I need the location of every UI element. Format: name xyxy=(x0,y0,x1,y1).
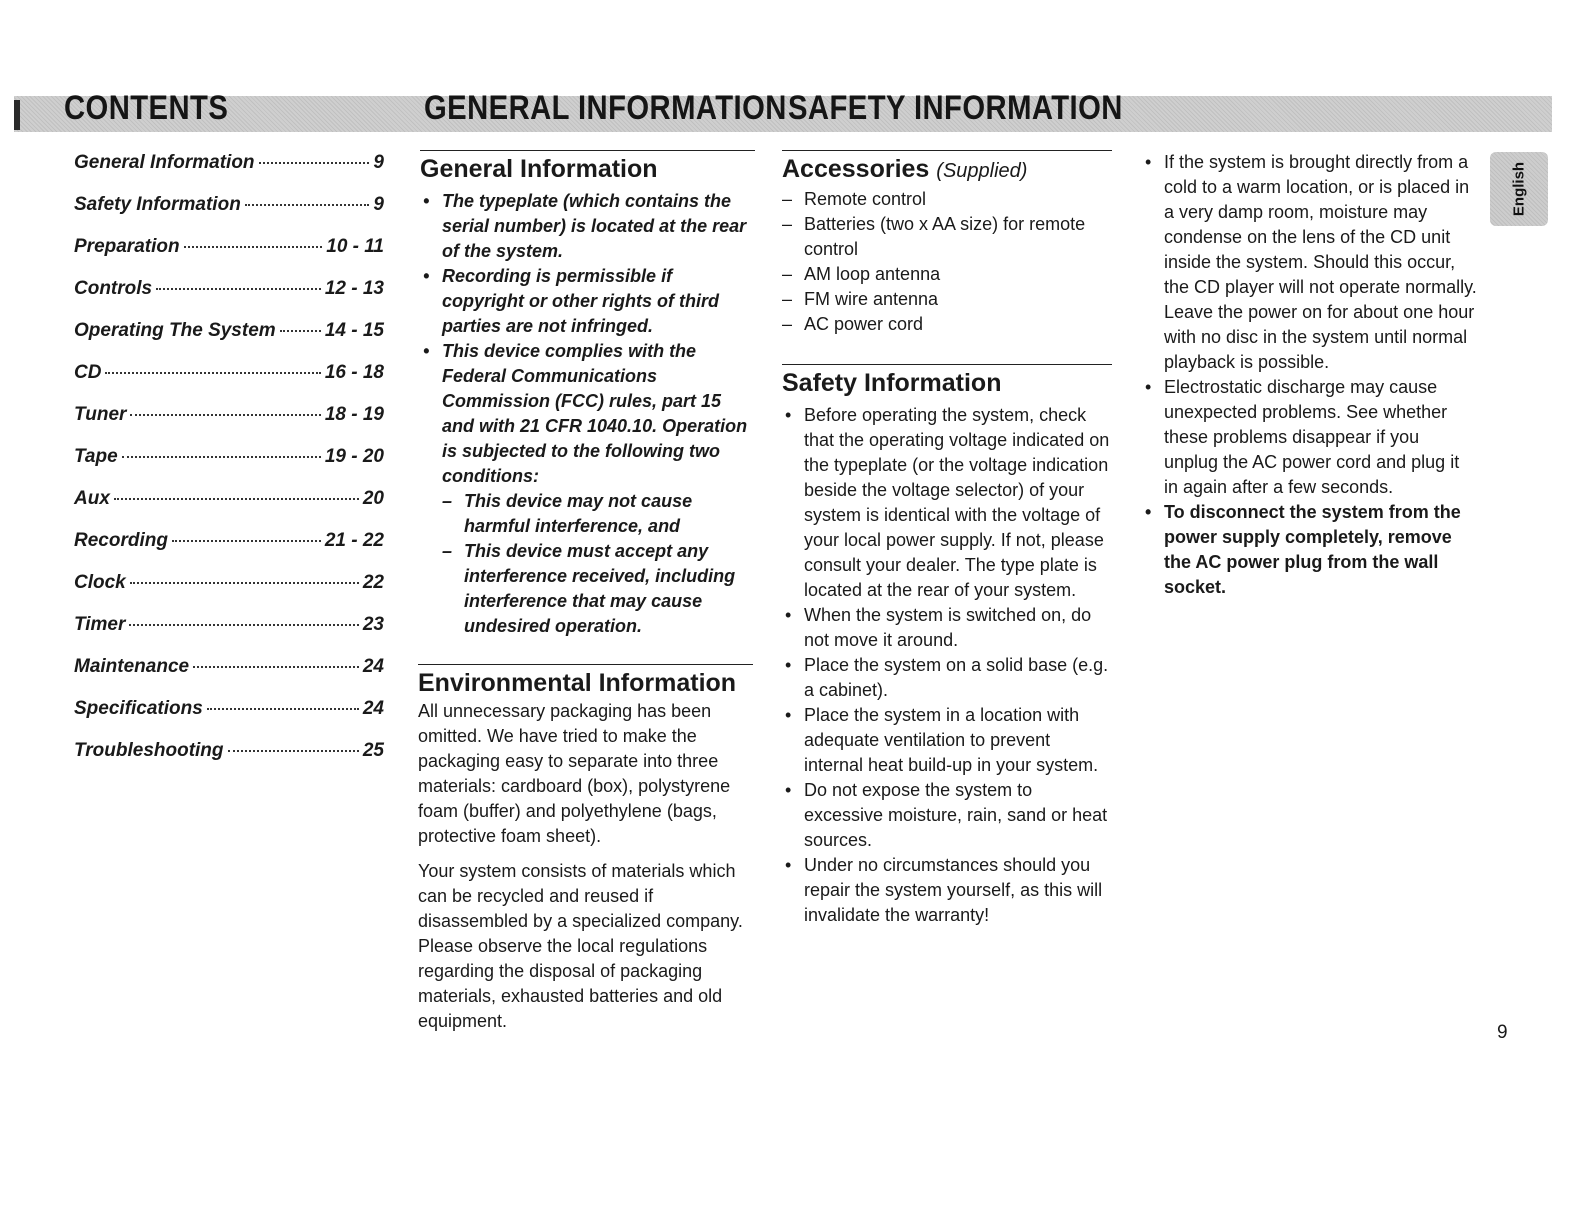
language-label: English xyxy=(1510,161,1528,217)
toc-title: Safety Information xyxy=(74,194,241,215)
toc-leader xyxy=(259,162,370,164)
toc-title: Troubleshooting xyxy=(74,740,224,761)
toc-leader xyxy=(129,624,358,626)
safety-information-list xyxy=(782,403,1112,928)
toc-entry[interactable] xyxy=(74,656,384,698)
banner-general-title: GENERAL INFORMATION xyxy=(424,89,787,122)
toc-entry[interactable] xyxy=(74,740,384,782)
toc-entry[interactable] xyxy=(74,446,384,488)
toc-page: 19 - 20 xyxy=(324,446,384,467)
toc-entry[interactable] xyxy=(74,698,384,740)
toc-entry[interactable] xyxy=(74,530,384,572)
safety-information-section xyxy=(782,364,1112,928)
toc-page: 18 - 19 xyxy=(324,404,384,425)
toc-title: Specifications xyxy=(74,698,203,719)
environmental-information-heading: Environmental Information xyxy=(418,664,753,699)
environmental-paragraph: All unnecessary packaging has been omitted. We have tried to make the packaging easy to separate into three materials: cardboard (box), polystyrene foam (buffer) and polyethylene (bags, protective foam sheet). xyxy=(418,701,731,846)
toc-leader xyxy=(156,288,321,290)
list-item: – AM loop antenna xyxy=(782,262,1112,287)
toc-leader xyxy=(122,456,321,458)
toc-page: 9 xyxy=(373,194,384,215)
toc-title: Recording xyxy=(74,530,168,551)
toc-leader xyxy=(193,666,359,668)
environmental-paragraph: Your system consists of materials which can be recycled and reused if disassembled by a specialized company. Please observe the local regulations regarding the disposal of packaging materials, exhausted batteries and old equipment. xyxy=(418,861,743,1031)
toc-title: Clock xyxy=(74,572,126,593)
toc-page: 20 xyxy=(362,488,384,509)
general-information-heading: General Information xyxy=(420,150,755,185)
toc-title: Controls xyxy=(74,278,153,299)
list-item: • The typeplate (which contains the serial number) is located at the rear of the system. xyxy=(420,189,755,264)
toc-page: 14 - 15 xyxy=(324,320,384,341)
toc-leader xyxy=(130,582,359,584)
language-tab[interactable] xyxy=(1490,152,1548,226)
toc-entry[interactable] xyxy=(74,572,384,614)
list-item: • Electrostatic discharge may cause unexpected problems. See whether these problems disappear if you unplug the AC power cord and plug it in again after a few seconds. xyxy=(1142,375,1477,500)
toc-title: Maintenance xyxy=(74,656,190,677)
toc-page: 21 - 22 xyxy=(324,530,384,551)
fcc-conditions-list xyxy=(442,489,755,639)
toc-leader xyxy=(280,330,321,332)
table-of-contents xyxy=(74,152,384,782)
toc-page: 24 xyxy=(362,656,384,677)
safety-continued-section xyxy=(1142,150,1477,600)
toc-leader xyxy=(114,498,359,500)
list-item: • To disconnect the system from the power supply completely, remove the AC power plug from the wall socket. xyxy=(1142,500,1477,600)
banner-safety-title: SAFETY INFORMATION xyxy=(788,89,1123,122)
toc-page: 22 xyxy=(362,572,384,593)
general-information-list xyxy=(420,189,755,639)
list-item: • If the system is brought directly from a cold to a warm location, or is placed in a very damp room, moisture may condense on the lens of the CD unit inside the system. Should this occur, the CD player will not operate normally. Leave the power on for about one hour with no disc in the system until normal playback is possible. xyxy=(1142,150,1477,375)
accessories-title: Accessories xyxy=(782,155,930,183)
toc-entry[interactable] xyxy=(74,362,384,404)
list-item: – Batteries (two x AA size) for remote control xyxy=(782,212,1112,262)
toc-entry[interactable] xyxy=(74,614,384,656)
toc-entry[interactable] xyxy=(74,404,384,446)
toc-page: 24 xyxy=(362,698,384,719)
banner-contents-title: CONTENTS xyxy=(64,89,229,122)
toc-page: 16 - 18 xyxy=(324,362,384,383)
list-item: • Place the system in a location with adequate ventilation to prevent internal heat build-up in your system. xyxy=(782,703,1112,778)
toc-leader xyxy=(130,414,320,416)
toc-entry[interactable] xyxy=(74,152,384,194)
banner-edge-mark xyxy=(14,100,20,130)
toc-leader xyxy=(245,204,370,206)
toc-page: 12 - 13 xyxy=(324,278,384,299)
toc-title: Aux xyxy=(74,488,110,509)
toc-title: General Information xyxy=(74,152,255,173)
list-item: – Remote control xyxy=(782,187,1112,212)
toc-entry[interactable] xyxy=(74,278,384,320)
list-item: – This device must accept any interference received, including interference that may cause undesired operation. xyxy=(442,539,755,639)
list-item: – AC power cord xyxy=(782,312,1112,337)
list-item xyxy=(420,339,755,639)
toc-title: Operating The System xyxy=(74,320,276,341)
toc-page: 23 xyxy=(362,614,384,635)
toc-page: 25 xyxy=(362,740,384,761)
toc-leader xyxy=(105,372,320,374)
general-information-section xyxy=(420,150,755,639)
safety-continued-list xyxy=(1142,150,1477,600)
page-number: 9 xyxy=(1497,1022,1508,1043)
accessories-heading xyxy=(782,150,1112,187)
toc-leader xyxy=(207,708,359,710)
toc-entry[interactable] xyxy=(74,194,384,236)
toc-leader xyxy=(172,540,321,542)
list-item: • Before operating the system, check that the operating voltage indicated on the typeplate (or the voltage indication beside the voltage selector) of your system is identical with the voltage of your local power supply. If not, please consult your dealer. The type plate is located at the rear of your system. xyxy=(782,403,1112,603)
accessories-list xyxy=(782,187,1112,337)
list-item: • Do not expose the system to excessive moisture, rain, sand or heat sources. xyxy=(782,778,1112,853)
toc-title: Tuner xyxy=(74,404,127,425)
list-item: – FM wire antenna xyxy=(782,287,1112,312)
safety-information-heading: Safety Information xyxy=(782,364,1112,399)
toc-page: 9 xyxy=(373,152,384,173)
accessories-section xyxy=(782,150,1112,337)
toc-leader xyxy=(184,246,323,248)
toc-title: Preparation xyxy=(74,236,180,257)
toc-leader xyxy=(228,750,359,752)
accessories-subtitle: (Supplied) xyxy=(936,160,1028,182)
list-item: • Recording is permissible if copyright or other rights of third parties are not infringed. xyxy=(420,264,755,339)
list-item: • When the system is switched on, do not move it around. xyxy=(782,603,1112,653)
toc-title: Tape xyxy=(74,446,118,467)
fcc-statement: This device complies with the Federal Communications Commission (FCC) rules, part 15 and with 21 CFR 1040.10. Operation is subjected to the following two conditions: xyxy=(442,341,748,486)
toc-page: 10 - 11 xyxy=(326,236,384,257)
toc-title: CD xyxy=(74,362,102,383)
toc-entry[interactable] xyxy=(74,488,384,530)
toc-entry[interactable] xyxy=(74,236,384,278)
list-item: • Place the system on a solid base (e.g. a cabinet). xyxy=(782,653,1112,703)
list-item: • Under no circumstances should you repair the system yourself, as this will invalidate the warranty! xyxy=(782,853,1112,928)
toc-title: Timer xyxy=(74,614,126,635)
list-item: – This device may not cause harmful interference, and xyxy=(442,489,755,539)
toc-entry[interactable] xyxy=(74,320,384,362)
environmental-information-section xyxy=(418,664,753,1044)
